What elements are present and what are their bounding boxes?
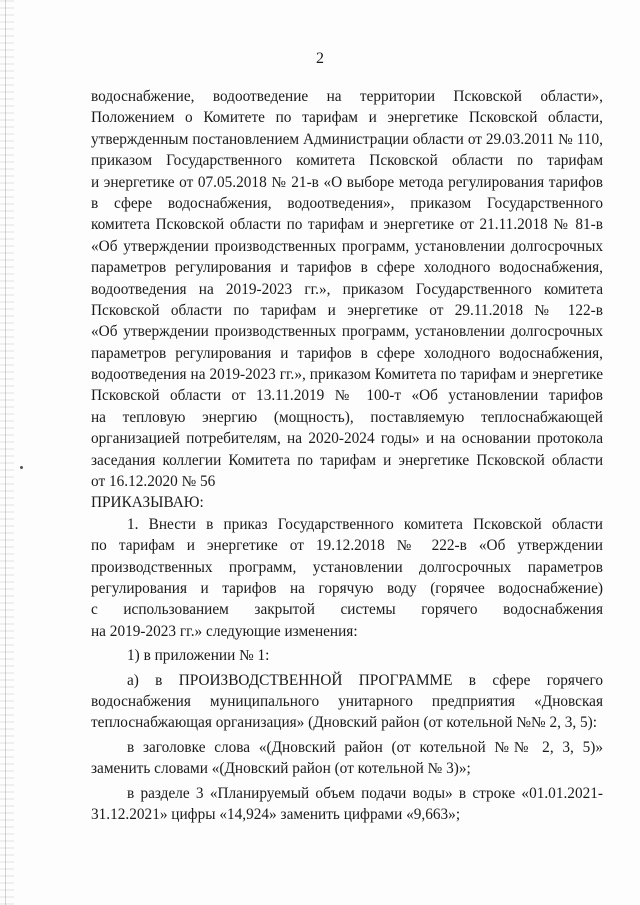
text-line: Положением о Комитете по тарифам и энергетике Псковской области, <box>91 109 603 127</box>
text-line: Псковской области от 13.11.2019 № 100-т «Об установлении тарифов <box>91 387 603 405</box>
text-line: Псковской области по тарифам и энергетике от 29.11.2018 № 122-в <box>91 301 603 319</box>
text-line: теплоснабжающая организация» (Дновский район (от котельной №№ 2, 3, 5): <box>91 714 598 732</box>
text-line: утвержденным постановлением Администрации области от 29.03.2011 № 110, <box>91 130 603 148</box>
text-line: заменить словами «(Дновский район (от котельной № 3)»; <box>91 760 471 778</box>
text-line: параметров регулирования и тарифов в сфере холодного водоснабжения, <box>91 259 603 277</box>
text-line: водоотведения на 2019-2023 гг.», приказом Комитета по тарифам и энергетике <box>91 366 603 384</box>
order-heading: ПРИКАЗЫВАЮ: <box>91 494 204 512</box>
scan-speck <box>20 466 23 469</box>
text-line: 1. Внести в приказ Государственного комитета Псковской области <box>127 515 603 533</box>
preamble-paragraph <box>91 86 603 492</box>
text-line: регулирования и тарифов на горячую воду (горячее водоснабжение) <box>91 579 603 597</box>
page-number: 2 <box>316 50 324 67</box>
text-line: 31.12.2021» цифры «14,924» заменить цифрами «9,663»; <box>91 805 461 823</box>
subitem-appendix-1: 1) в приложении № 1: <box>127 647 270 665</box>
subitem-a-paragraph <box>91 670 603 734</box>
document-body <box>91 86 603 825</box>
text-line: на 2019-2023 гг.» следующие изменения: <box>91 622 358 640</box>
text-line: с использованием закрытой системы горячего водоснабжения <box>91 601 603 619</box>
text-line: организацией потребителям, на 2020-2024 годы» и на основании протокола <box>91 430 603 448</box>
text-line: приказом Государственного комитета Псковской области по тарифам <box>91 152 603 170</box>
text-line: производственных программ, установлении долгосрочных параметров <box>91 558 603 576</box>
text-line: параметров регулирования и тарифов в сфере холодного водоснабжения, <box>91 344 603 362</box>
text-line: водоснабжения муниципального унитарного предприятия «Дновская <box>91 692 603 710</box>
text-line: водоснабжение, водоотведение на территории Псковской области», <box>91 88 603 105</box>
text-line: заседания коллегии Комитета по тарифам и энергетике Псковской области <box>91 451 603 469</box>
text-line: и энергетике от 07.05.2018 № 21-в «О выборе метода регулирования тарифов <box>91 173 603 191</box>
section-change-paragraph <box>91 783 603 826</box>
text-line: по тарифам и энергетике от 19.12.2018 № 222-в «Об утверждении <box>91 537 603 555</box>
text-line: а) в ПРОИЗВОДСТВЕННОЙ ПРОГРАММЕ в сфере горячего <box>127 671 603 689</box>
text-line: на тепловую энергию (мощность), поставляемую теплоснабжающей <box>91 408 603 426</box>
item-1-paragraph <box>91 514 603 642</box>
text-line: в разделе 3 «Планируемый объем подачи воды» в строке «01.01.2021- <box>127 784 603 802</box>
text-line: в заголовке слова «(Дновский район (от котельной №№ 2, 3, 5)» <box>127 738 603 756</box>
text-line: комитета Псковской области по тарифам и энергетике от 21.11.2018 № 81-в <box>91 216 603 234</box>
text-line: в сфере водоснабжения, водоотведения», приказом Государственного <box>91 194 603 212</box>
title-change-paragraph <box>91 737 603 780</box>
text-line: «Об утверждении производственных программ, установлении долгосрочных <box>91 323 603 341</box>
text-line: от 16.12.2020 № 56 <box>91 473 216 491</box>
scan-edge-artifact <box>0 0 14 905</box>
text-line: водоотведения на 2019-2023 гг.», приказом Государственного комитета <box>91 280 603 298</box>
text-line: «Об утверждении производственных программ, установлении долгосрочных <box>91 237 603 255</box>
